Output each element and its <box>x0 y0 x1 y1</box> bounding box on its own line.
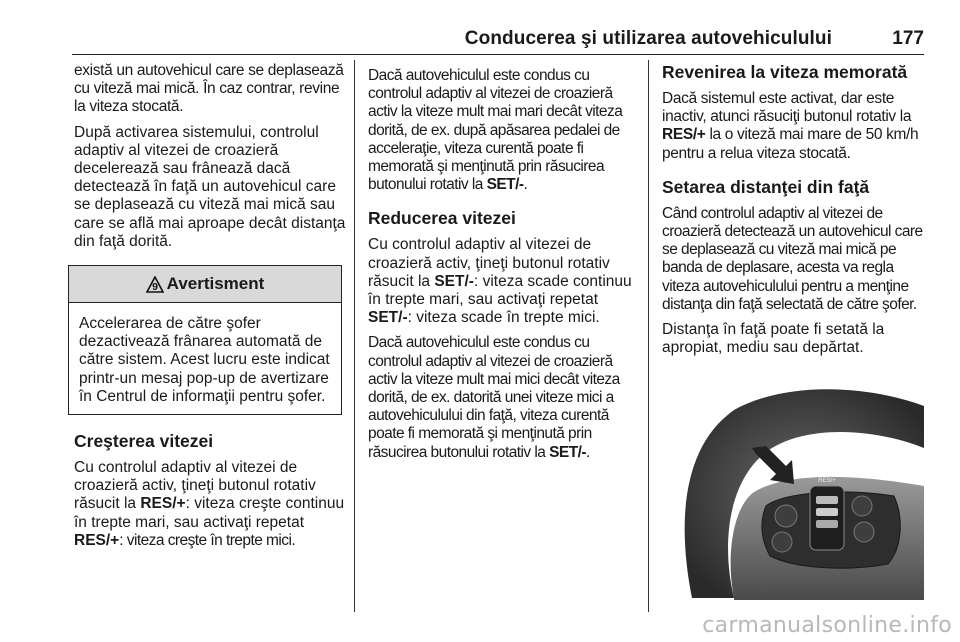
paragraph: Cu controlul adaptiv al vitezei de croazieră activ, ţineţi butonul rotativ răsucit la RES/+: viteza creşte continuu în trepte mari, sau activaţi repetat RES/+: viteza creşte în trepte mici. <box>74 459 345 549</box>
key-label: RES/+ <box>74 531 120 549</box>
paragraph: Când controlul adaptiv al vitezei de croazieră detectează un autovehicul care se deplasează cu viteză mai mică pe banda de deplasare, acesta va regla viteza autovehiculului pentru a menţine distanţa din faţă selectată de către şofer. <box>662 204 923 313</box>
column-1 <box>74 62 346 557</box>
warning-triangle-icon <box>146 276 164 293</box>
warning-header <box>69 266 341 303</box>
paragraph: Distanţa în faţă poate fi setată la apropiat, mediu sau depărtat. <box>662 321 885 357</box>
paragraph: Dacă autovehiculul este condus cu controlul adaptiv al vitezei de croazieră activ la viteze mult mai mici decât viteza dorită, de ex. datorită unei viteze mici a autovehiculului din faţă, viteza curentă poate fi memorată şi menţinută prin răsucirea butonului rotativ la SET/-. <box>368 334 620 461</box>
section-heading: Reducerea vitezei <box>368 208 516 229</box>
watermark: carmanualsonline.info <box>702 613 952 638</box>
column-2 <box>368 67 644 469</box>
warning-box <box>68 265 342 415</box>
column-divider <box>648 60 649 612</box>
key-label: SET/- <box>434 272 474 290</box>
paragraph: După activarea sistemului, controlul adaptiv al vitezei de croazieră decelerează sau frânează dacă detectează în faţă un autovehicul care se deplasează cu viteză mai mică sau care se află mai aproape decât distanţa din faţă dorită. <box>74 123 346 250</box>
column-3 <box>662 62 930 364</box>
paragraph: Cu controlul adaptiv al vitezei de croazieră activ, ţineţi butonul rotativ răsucit la SET/-: viteza scade continuu în trepte mari, sau activaţi repetat SET/-: viteza scade în trepte mici. <box>368 236 632 327</box>
steering-wheel-drawing <box>674 388 924 600</box>
warning-text: Accelerarea de către şofer dezactivează frânarea automată de către sistem. Acest lucru este indicat printr-un mesaj pop-up de avertizare în Centrul de informaţii pentru şofer. <box>79 315 330 405</box>
paragraph: există un autovehicul care se deplasează cu viteză mai mică. În caz contrar, revine la viteza stocată. <box>74 62 344 116</box>
column-divider <box>354 60 355 612</box>
key-label: SET/- <box>368 309 408 327</box>
section-heading: Revenirea la viteza memorată <box>662 62 908 82</box>
key-label: SET/- <box>549 443 586 461</box>
paragraph: Dacă sistemul este activat, dar este inactiv, atunci răsuciţi butonul rotativ la RES/+ la o viteză mai mare de 50 km/h pentru a relua viteza stocată. <box>662 90 919 162</box>
warning-title: Avertisment <box>166 273 265 293</box>
key-label: SET/- <box>486 176 524 194</box>
steering-wheel-illustration <box>674 388 924 600</box>
section-heading: Creşterea vitezei <box>74 431 214 452</box>
svg-text:9: 9 <box>151 280 158 293</box>
section-heading: Setarea distanţei din faţă <box>662 176 870 197</box>
page-title: Conducerea şi utilizarea autovehiculului <box>464 28 832 49</box>
paragraph: Dacă autovehiculul este condus cu controlul adaptiv al vitezei de croazieră activ la viteze mult mai mari decât viteza dorită, de ex. după apăsarea pedalei de acceleraţie, viteza curentă poate fi memorată şi menţinută prin răsucirea butonului rotativ la SET/-. <box>368 67 623 194</box>
page-header <box>72 28 924 55</box>
page-number: 177 <box>892 28 924 49</box>
figure-label: RES/+ <box>818 478 836 484</box>
key-label: RES/+ <box>140 495 186 513</box>
key-label: RES/+ <box>662 126 706 144</box>
